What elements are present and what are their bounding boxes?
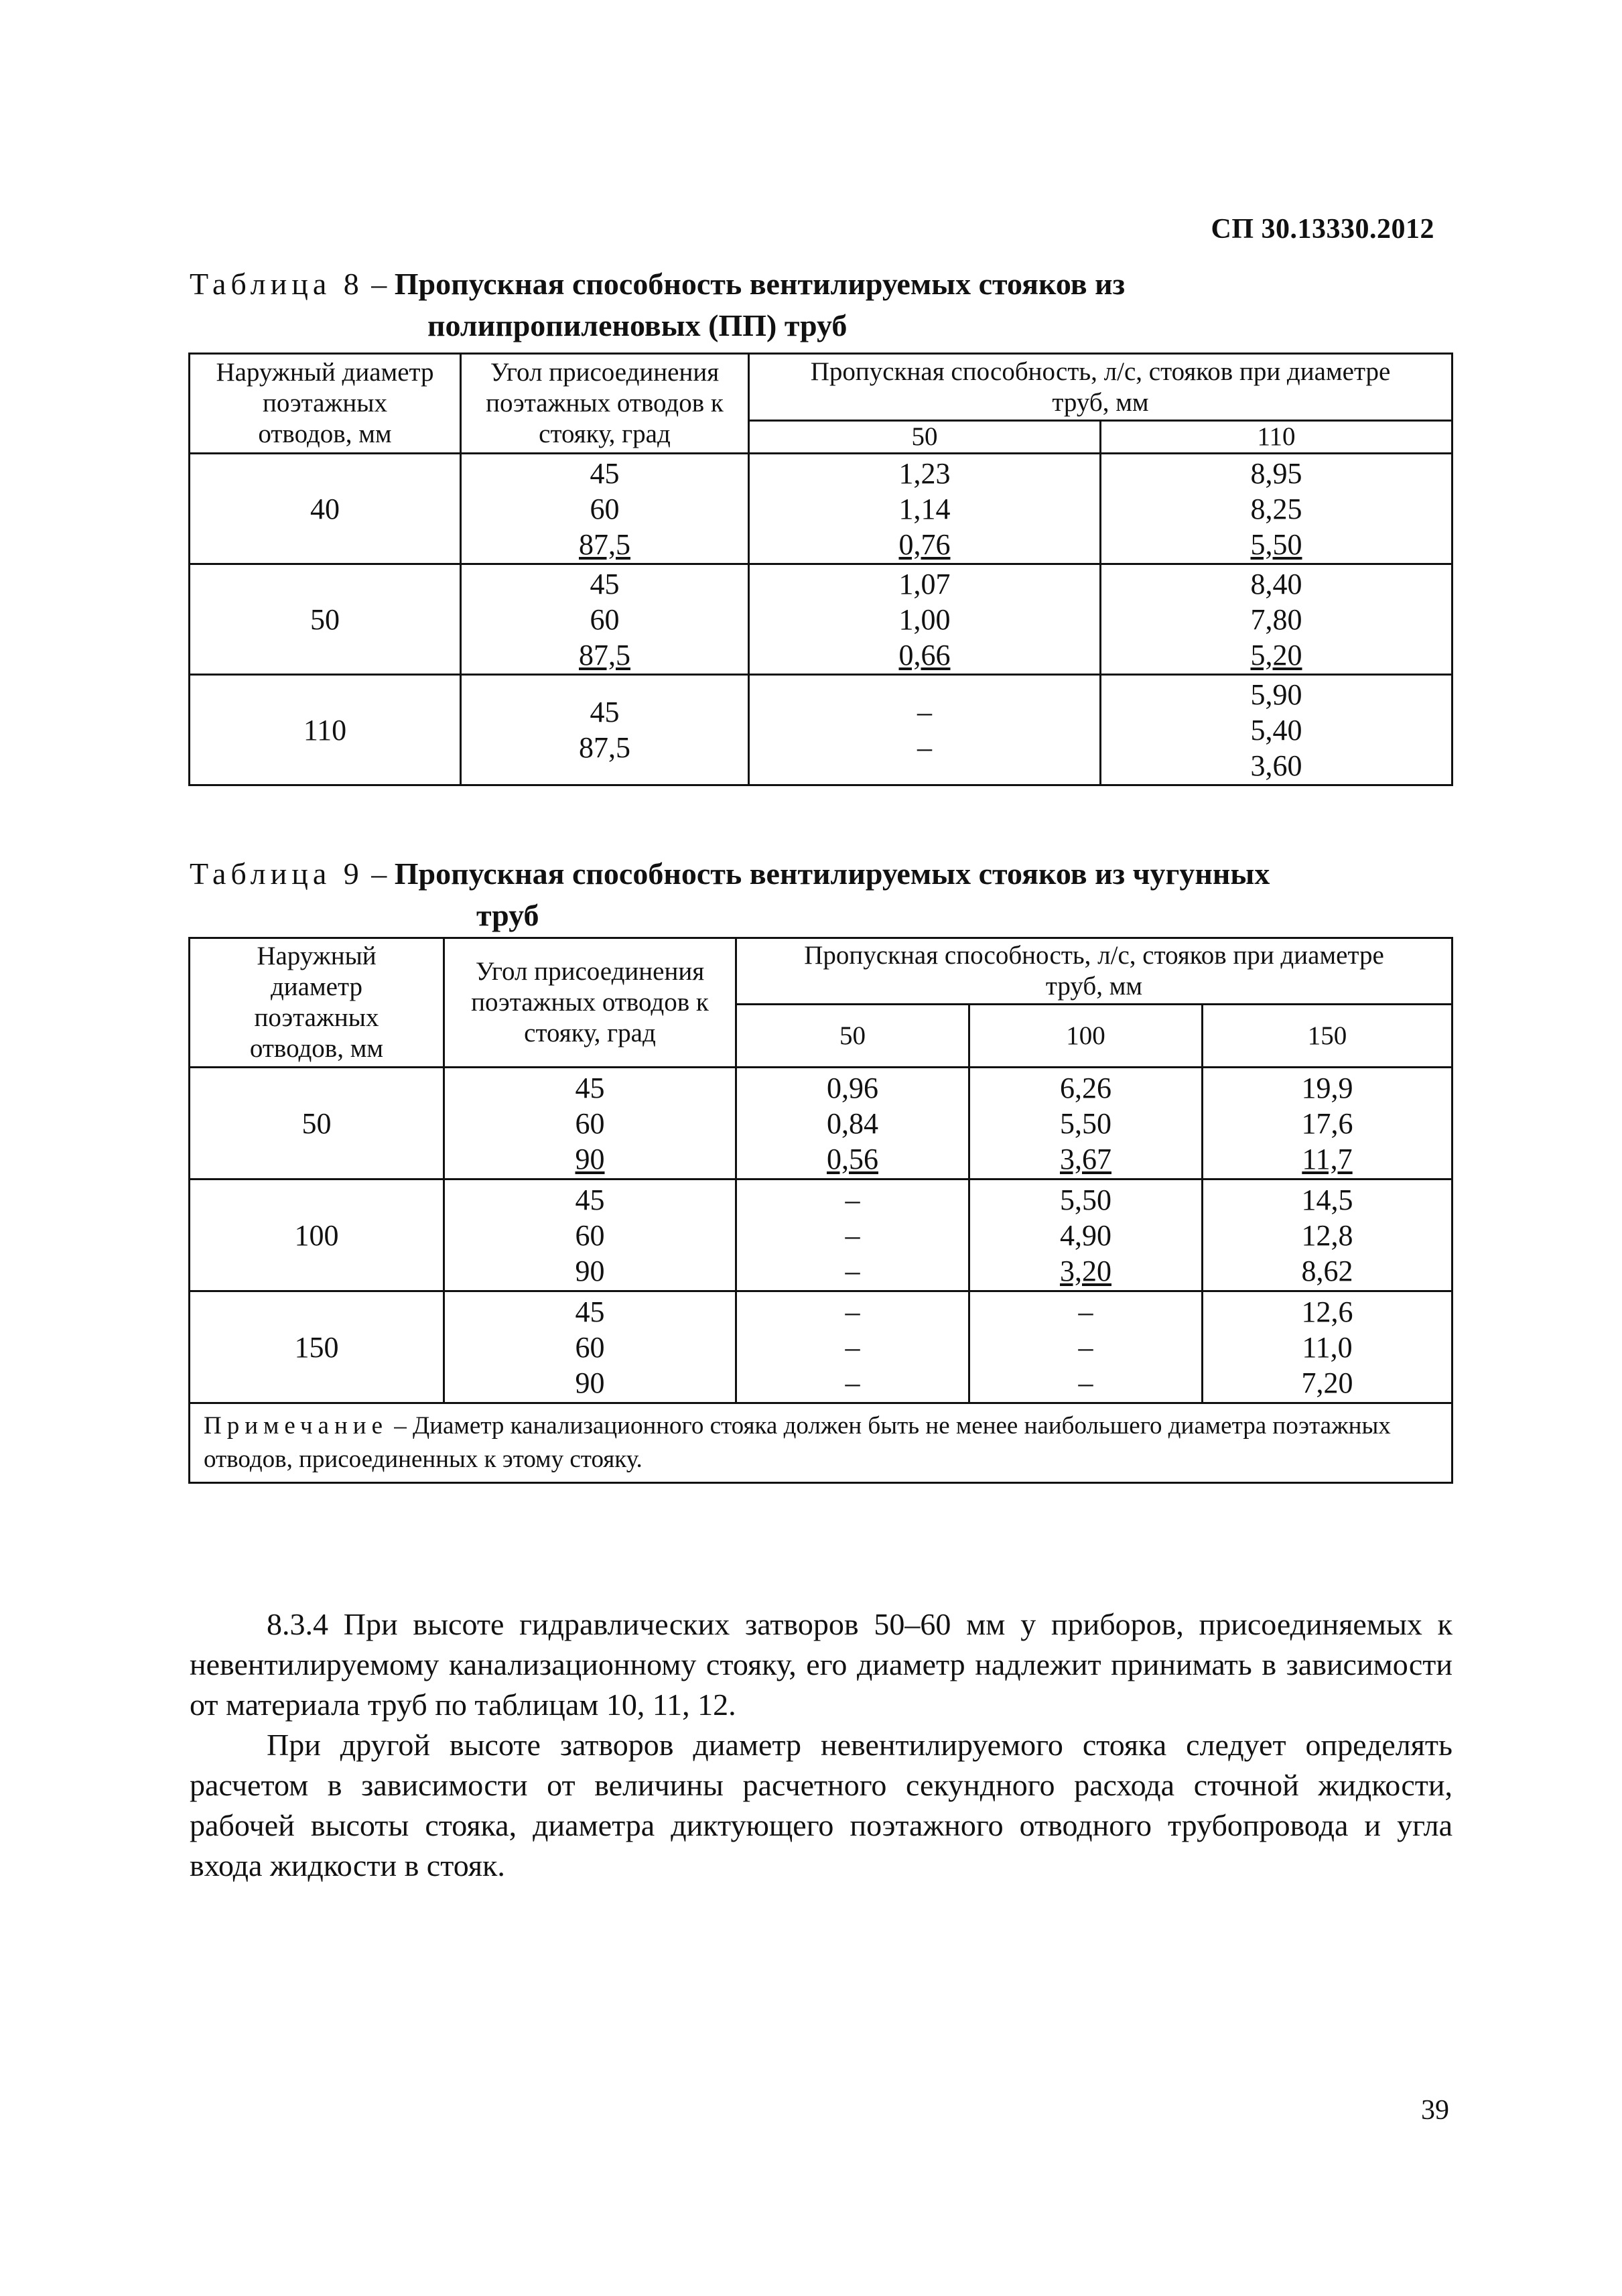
t9-row1-v100: 6,26 5,50 3,67 — [969, 1068, 1203, 1179]
t9-row3-diameter: 150 — [190, 1291, 444, 1403]
table-row — [190, 1068, 1452, 1179]
t9-header-d50: 50 — [736, 1005, 969, 1068]
t8-row1-v110: 8,95 8,25 5,50 — [1101, 454, 1452, 564]
table-row — [190, 454, 1452, 564]
t9-row2-v100: 5,50 4,90 3,20 — [969, 1179, 1203, 1291]
note-label: Примечание — [204, 1412, 388, 1440]
t8-row3-v110: 5,90 5,40 3,60 — [1101, 675, 1452, 785]
t8-header-d50: 50 — [749, 421, 1101, 454]
t8-header-d110: 110 — [1101, 421, 1452, 454]
t9-row2-v50: – – – — [736, 1179, 969, 1291]
t9-row3-angles: 45 60 90 — [444, 1291, 736, 1403]
t8-row3-diameter: 110 — [190, 675, 461, 785]
t9-header-outer-diameter: Наружный диаметр поэтажных отводов, мм — [190, 938, 444, 1068]
table-row — [190, 1291, 1452, 1403]
t8-header-outer-diameter: Наружный диаметр поэтажных отводов, мм — [190, 354, 461, 454]
table8 — [188, 353, 1453, 786]
t9-row3-v100: – – – — [969, 1291, 1203, 1403]
table9-label: Таблица 9 — [190, 856, 364, 891]
table8-title-line1: Пропускная способность вентилируемых стояков из — [394, 267, 1126, 301]
t9-row2-v150: 14,5 12,8 8,62 — [1203, 1179, 1452, 1291]
t8-row2-v50: 1,07 1,00 0,66 — [749, 564, 1101, 675]
t8-row1-angles: 45 60 87,5 — [461, 454, 749, 564]
t9-row2-angles: 45 60 90 — [444, 1179, 736, 1291]
t8-header-capacity: Пропускная способность, л/с, стояков при диаметре труб, мм — [749, 354, 1452, 421]
table9-title-line1: Пропускная способность вентилируемых стояков из чугунных — [394, 856, 1270, 891]
t9-header-d100: 100 — [969, 1005, 1203, 1068]
table9-note — [190, 1403, 1452, 1483]
paragraph-8-3-4: 8.3.4 При высоте гидравлических затворов 50–60 мм у приборов, присоединяемых к невентилируемому канализационному стояку, его диаметр надлежит принимать в зависимости от материала труб по таблицам 10, 11, 12. — [190, 1607, 1452, 1722]
table-row — [190, 564, 1452, 675]
t8-row1-v50: 1,23 1,14 0,76 — [749, 454, 1101, 564]
t9-row1-v50: 0,96 0,84 0,56 — [736, 1068, 969, 1179]
t8-row1-diameter: 40 — [190, 454, 461, 564]
table-row — [190, 1179, 1452, 1291]
table9 — [188, 937, 1453, 1484]
table9-title-line2: труб — [476, 898, 539, 932]
t9-header-angle: Угол присоединения поэтажных отводов к стояку, град — [444, 938, 736, 1068]
paragraph-other-height: При другой высоте затворов диаметр невентилируемого стояка следует определять расчетом в зависимости от величины расчетного секундного расхода сточной жидкости, рабочей высоты стояка, диаметра диктующего поэтажного отводного трубопровода и угла входа жидкости в стояк. — [190, 1728, 1452, 1883]
t8-header-angle: Угол присоединения поэтажных отводов к стояку, град — [461, 354, 749, 454]
t9-row1-diameter: 50 — [190, 1068, 444, 1179]
table9-dash: – — [363, 856, 395, 891]
t9-row2-diameter: 100 — [190, 1179, 444, 1291]
t8-row2-v110: 8,40 7,80 5,20 — [1101, 564, 1452, 675]
table8-caption — [190, 263, 1262, 346]
t9-row1-v150: 19,9 17,6 11,7 — [1203, 1068, 1452, 1179]
table8-title-line2: полипропиленовых (ПП) труб — [427, 308, 848, 342]
document-code: СП 30.13330.2012 — [1211, 214, 1434, 245]
note-text: – Диаметр канализационного стояка должен быть не менее наибольшего диаметра поэтажных отводов, присоединенных к этому стояку. — [204, 1412, 1391, 1473]
t9-header-d150: 150 — [1203, 1005, 1452, 1068]
table8-dash: – — [363, 267, 395, 301]
t8-row3-angles: 45 87,5 — [461, 675, 749, 785]
t9-row3-v150: 12,6 11,0 7,20 — [1203, 1291, 1452, 1403]
t8-row2-angles: 45 60 87,5 — [461, 564, 749, 675]
t9-row3-v50: – – – — [736, 1291, 969, 1403]
table8-label: Таблица 8 — [190, 267, 364, 301]
t8-row2-diameter: 50 — [190, 564, 461, 675]
t8-row3-v50: – – — [749, 675, 1101, 785]
table-row — [190, 675, 1452, 785]
t9-row1-angles: 45 60 90 — [444, 1068, 736, 1179]
page-number: 39 — [1421, 2095, 1449, 2126]
t9-header-capacity: Пропускная способность, л/с, стояков при диаметре труб, мм — [736, 938, 1452, 1005]
table9-caption — [190, 853, 1449, 936]
